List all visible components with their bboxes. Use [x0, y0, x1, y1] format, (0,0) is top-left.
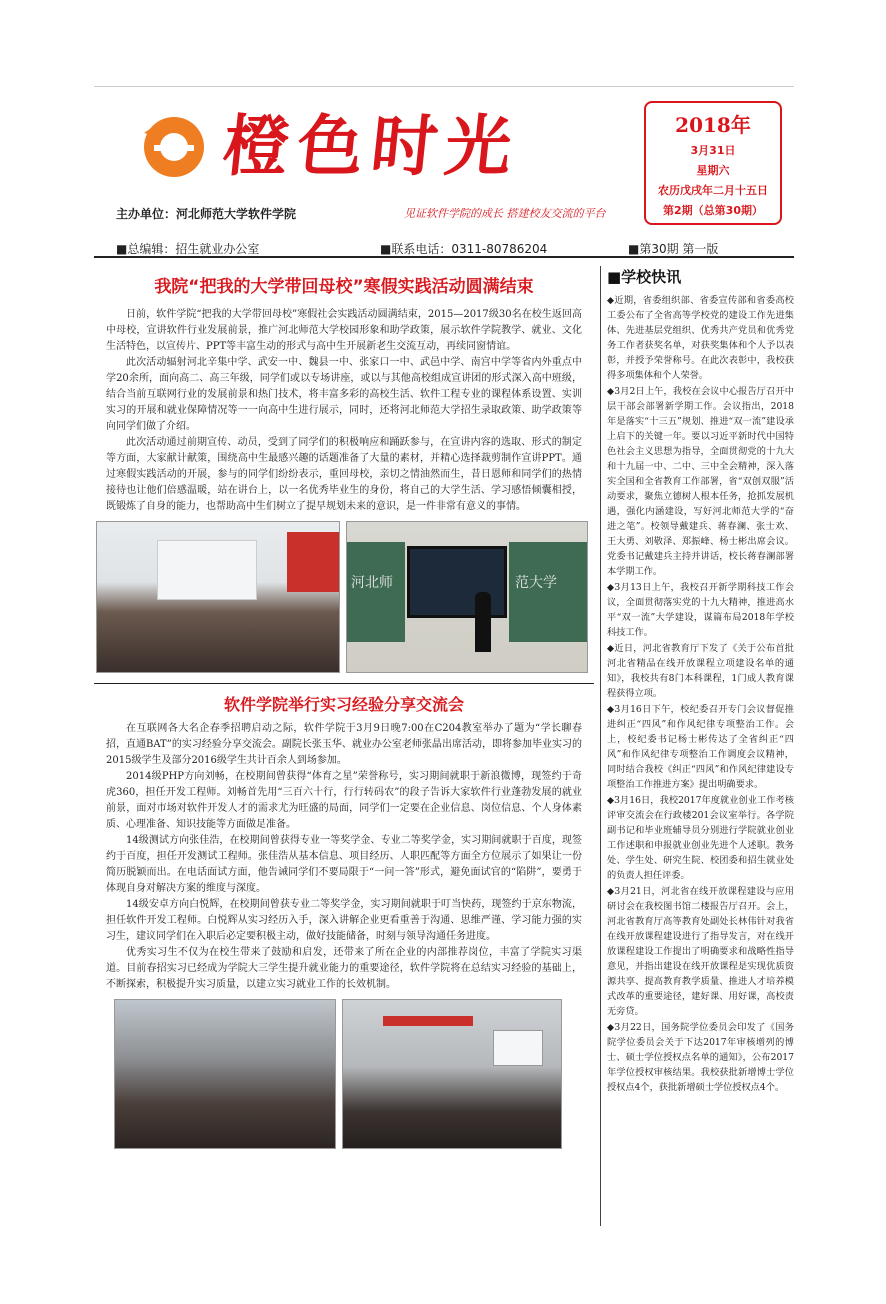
sidebar-title: ■学校快讯 [607, 268, 682, 286]
editor-info: ■总编辑：招生就业办公室 [116, 242, 260, 256]
article1-paragraph: 日前，软件学院“把我的大学带回母校”寒假社会实践活动圆满结束，2015—2017级30名在校生返回高中母校，宣讲软件行业发展前景，推广河北师范大学校园形象和助学政策，展示软件学院教学、就业、文化生活特色，以宣传片、PPT等丰富生动的形式与高中生开展新老生交流互动，再续同窗情谊。 [106, 309, 582, 352]
news-item: ◆3月16日下午，校纪委召开专门会议督促推进纠正“四风”和作风纪律专项整治工作。会上，校纪委书记杨士彬传达了全省纠正“四风”和作风纪律专项整治工作调度会议精神，同时结合我校《纠正“四风”和作风纪律建设专项整治工作推进方案》提出明确要求。 [607, 704, 794, 790]
sidebar [600, 266, 794, 1226]
news-item: ◆3月22日，国务院学位委员会印发了《国务院学位委员会关于下达2017年审核增列的博士、硕士学位授权点名单的通知》，公布2017年学位授权审核结果。我校获批新增博士学位授权点4个，获批新增硕士学位授权点4个。 [607, 1022, 794, 1093]
news-item: ◆3月16日，我校2017年度就业创业工作考核评审交流会在行政楼201会议室举行。各学院副书记和毕业班辅导员分别进行学院就业创业工作述职和申报就业创业先进个人述职。教务处、学生处、研究生院、校团委和招生就业处的负责人担任评委。 [607, 795, 794, 881]
masthead [94, 86, 794, 236]
presentation-photo [342, 999, 562, 1149]
date-day: 3月31日 [690, 144, 736, 157]
blackboard-left: 河北师 [347, 542, 405, 642]
blackboard-right: 范大学 [509, 542, 588, 642]
date-box [644, 101, 782, 225]
date-year: 2018年 [675, 113, 751, 137]
article2-photos [94, 999, 594, 1149]
masthead-title: 橙色时光 [219, 108, 524, 185]
red-banner [383, 1016, 473, 1026]
main-column [94, 266, 594, 1149]
projector-screen [493, 1030, 543, 1066]
news-item: ◆3月2日上午，我校在会议中心报告厅召开中层干部会部署新学期工作。会议指出，2018年是落实“十三五”规划、推进“双一流”建设承上启下的关键一年。要以习近平新时代中国特色社会主义思想为指导，全面贯彻党的十九大和十九届一中、二中、三中全会精神，深入落实全国和全省教育工作部署，省“双创双服”活动要求，聚焦立德树人根本任务，抢抓发展机遇，强化内涵建设，写好河北师范大学的“奋进之笔”。校领导戴建兵、蒋春澜、张士欢、王大勇、刘敬泽、郑振峰、杨士彬出席会议。党委书记戴建兵主持并讲话，校长蒋春澜部署本学期工作。 [607, 386, 794, 577]
article2-paragraph: 14级测试方向张佳浩，在校期间曾获得专业一等奖学金、专业二等奖学金，实习期间就职于百度，现签约于百度，担任开发测试工程师。张佳浩从基本信息、项目经历、人职匹配等方面全方位展示了如果让一份简历脱颖而出。在电话面试方面，他告诫同学们不要局限于“一问一答”形式，避免面试官的“陷阱”，要勇于体现自身对解决方案的维度与深度。 [106, 835, 582, 894]
edition-info: ■第30期 第一版 [628, 242, 719, 256]
article2-paragraph: 在互联网各大名企春季招聘启动之际，软件学院于3月9日晚7:00在C204教室举办了题为“学长聊春招，直通BAT”的实习经验分享交流会。副院长张玉华、就业办公室老师张晶出席活动，即将参加毕业实习的2015级学生及部分2016级学生共计百余人到场参加。 [106, 723, 582, 766]
issue-number: 第2期（总第30期） [663, 204, 763, 217]
article1-title: 我院“把我的大学带回母校”寒假实践活动圆满结束 [154, 277, 534, 297]
article1-paragraph: 此次活动通过前期宣传、动员，受到了同学们的积极响应和踊跃参与，在宣讲内容的选取、形式的制定等方面，大家献计献策，围绕高中生最感兴趣的话题准备了大量的素材，并精心选择裁剪制作宣讲PPT。通过寒假实践活动的开展，参与的同学们纷纷表示，重回母校，亲切之情油然而生，昔日恩师和同学们的热情接待也让他们倍感温暖，站在讲台上，以一名优秀毕业生的身份，将自己的大学生活、学习感悟倾囊相授，既锻炼了自身的能力，也帮助高中生们树立了提早规划未来的意识，是一件非常有意义的事情。 [106, 437, 582, 512]
window [157, 540, 257, 600]
news-item: ◆3月21日，河北省在线开放课程建设与应用研讨会在我校图书馆二楼报告厅召开。会上，河北省教育厅高等教育处副处长林伟针对我省在线开放课程建设进行了指导发言，对在线开放课程建设工作提出了明确要求和战略性指导意见，并指出建设在线开放课程是实现优质资源共享、提高教育教学质量、推进人才培养模式改革的重要途径，建好课、用好课，高校责无旁贷。 [607, 886, 794, 1017]
news-item: ◆近期，省委组织部、省委宣传部和省委高校工委公布了全省高等学校党的建设工作先进集体、先进基层党组织、优秀共产党员和优秀党务工作者获奖名单，对获奖集体和个人予以表彰，并授予荣誉称号。在此次表彰中，我校获得多项集体和个人荣誉。 [607, 295, 794, 381]
news-list [607, 293, 794, 1095]
info-bar [94, 238, 794, 258]
article1-body [94, 307, 594, 515]
lecture-photo [346, 521, 588, 673]
article2-paragraph: 优秀实习生不仅为在校生带来了鼓励和启发，还带来了所在企业的内部推荐岗位，丰富了学院实习渠道。目前春招实习已经成为学院大三学生提升就业能力的重要途径，软件学院将在总结实习经验的基础上，不断探索，积极提升实习质量，以建立实习就业工作的长效机制。 [106, 947, 582, 990]
article1-photos [94, 521, 594, 673]
article1-paragraph: 此次活动辐射河北辛集中学、武安一中、魏县一中、张家口一中、武邑中学、南宫中学等省内外重点中学20余所，面向高二、高三年级，同学们或以专场讲座，或以与其他高校组成宣讲团的形式深入高中班级，结合当前互联网行业的发展前景和热门技术，将丰富多彩的高校生活、软件工程专业的课程体系设置、实训实习的开展和就业保障情况等一一向高中生进行展示，同时，还将河北师范大学招生录取政策、助学政策等向同学们做了介绍。 [106, 357, 582, 432]
slogan-text: 见证软件学院的成长 搭建校友交流的平台 [404, 207, 606, 220]
projector-screen [407, 546, 507, 618]
audience-photo [114, 999, 336, 1149]
date-lunar: 农历戊戌年二月十五日 [658, 184, 768, 197]
orange-logo-icon [134, 103, 214, 183]
newspaper-page [94, 86, 794, 1236]
speaker-figure [475, 592, 491, 652]
date-weekday: 星期六 [696, 164, 730, 177]
section-divider [94, 683, 594, 684]
article2-paragraph: 2014级PHP方向刘畅，在校期间曾获得“体育之星”荣誉称号，实习期间就职于新浪微博，现签约于奇虎360，担任开发工程师。刘畅首先用“三百六十行，行行转码农”的段子告诉大家软件行业蓬勃发展的就业前景，面对市场对软件开发人才的需求尤为旺盛的局面，同学们一定要在企业信息、岗位信息、个人身体素质、心理准备、知识技能等方面做足准备。 [106, 771, 582, 830]
article2-paragraph: 14级安卓方向白悦辉，在校期间曾获专业二等奖学金，实习期间就职于叮当快药，现签约于京东物流，担任软件开发工程师。白悦辉从实习经历入手，深入讲解企业更看重善于沟通、思维严谨、学习能力强的实习生，建议同学们在入职后必定要积极主动，做好技能储备，时刻与领导沟通任务进度。 [106, 899, 582, 942]
red-banner [287, 532, 340, 592]
sponsor-text: 主办单位：河北师范大学软件学院 [116, 207, 297, 221]
news-item: ◆3月13日上午，我校召开新学期科技工作会议，全面贯彻落实党的十九大精神，推进高水平“双一流”大学建设，谋篇布局2018年学校科技工作。 [607, 582, 794, 638]
phone-info: ■联系电话：0311-80786204 [380, 242, 548, 256]
classroom-photo [96, 521, 340, 673]
news-item: ◆近日，河北省教育厅下发了《关于公布首批河北省精品在线开放课程立项建设名单的通知》，我校共有8门本科课程，1门成人教育课程获得立项。 [607, 643, 794, 699]
article2-title: 软件学院举行实习经验分享交流会 [223, 695, 464, 714]
article2-body [94, 721, 594, 993]
